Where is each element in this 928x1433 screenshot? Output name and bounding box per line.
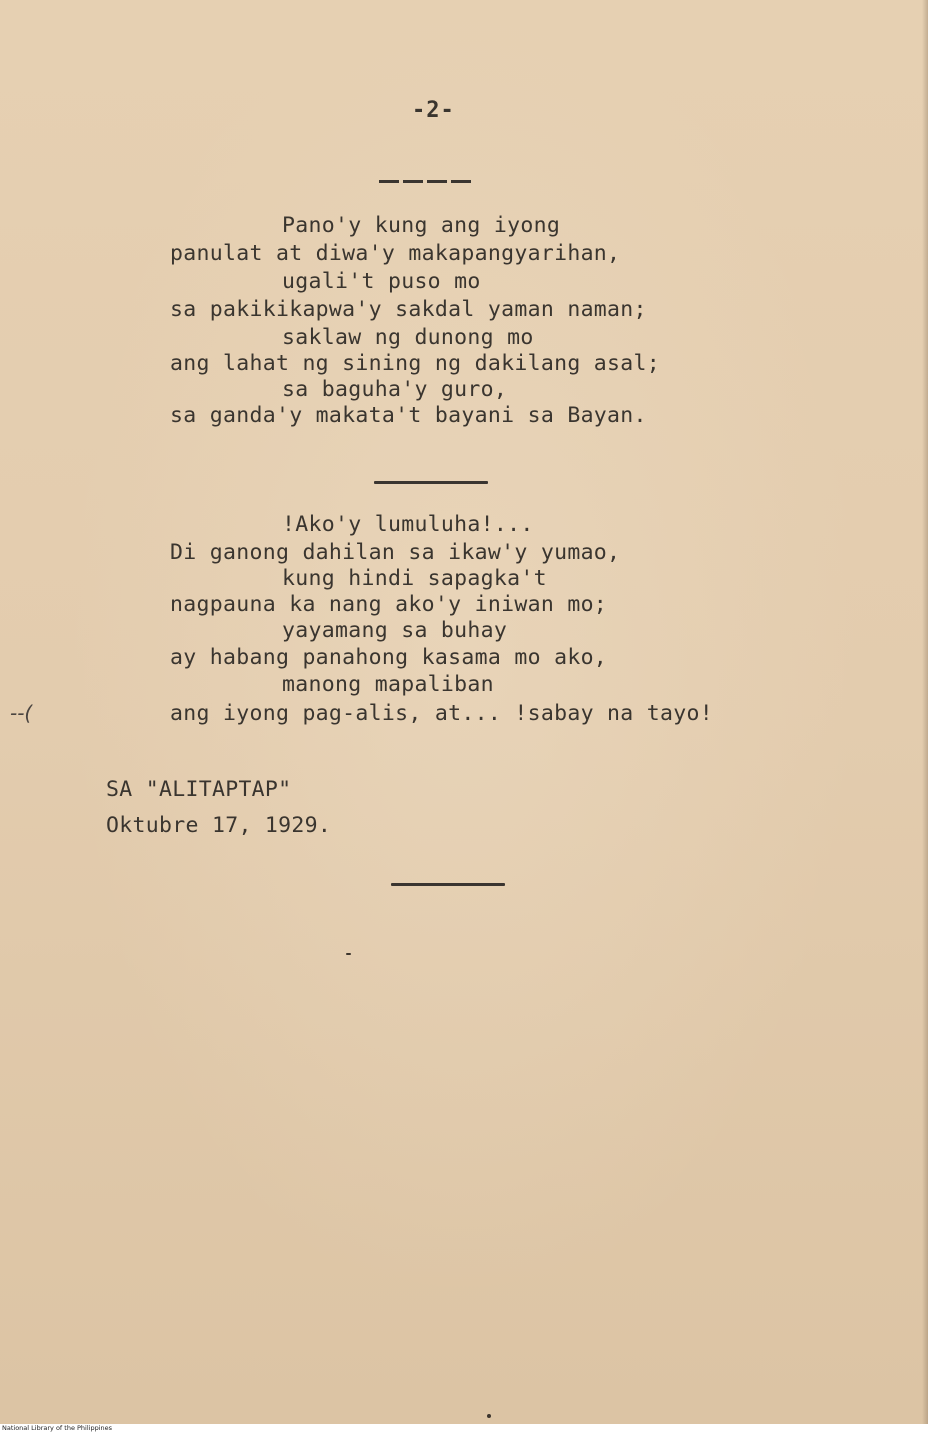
ink-speck [487, 1414, 491, 1418]
poem-line: ay habang panahong kasama mo ako, [170, 645, 608, 670]
poem-line: ang iyong pag-alis, at... !sabay na tayo! [170, 701, 714, 726]
poem-line: !Ako'y lumuluha!... [282, 512, 534, 537]
margin-annotation: --( [10, 701, 33, 725]
publication-name: SA "ALITAPTAP" [106, 777, 292, 802]
poem-line: ang lahat ng sining ng dakilang asal; [170, 351, 661, 376]
poem-line: sa baguha'y guro, [282, 377, 508, 402]
footer-credit: National Library of the Philippines [2, 1424, 113, 1432]
poem-line: panulat at diwa'y makapangyarihan, [170, 241, 621, 266]
poem-line: manong mapaliban [282, 672, 494, 697]
poem-line: saklaw ng dunong mo [282, 325, 534, 350]
poem-line: nagpauna ka nang ako'y iniwan mo; [170, 592, 608, 617]
poem-line: kung hindi sapagka't [282, 566, 547, 591]
poem-line: Di ganong dahilan sa ikaw'y yumao, [170, 540, 621, 565]
poem-line: yayamang sa buhay [282, 618, 508, 643]
divider-rule [374, 481, 488, 484]
footer-bar [0, 1424, 928, 1433]
poem-line: Pano'y kung ang iyong [282, 213, 561, 238]
poem-line: sa pakikikapwa'y sakdal yaman naman; [170, 297, 647, 322]
dashed-divider [379, 180, 475, 183]
poem-line: sa ganda'y makata't bayani sa Bayan. [170, 403, 647, 428]
closing-rule [391, 883, 505, 886]
page-number: -2- [412, 98, 455, 123]
ink-speck [346, 953, 351, 955]
publication-date: Oktubre 17, 1929. [106, 813, 332, 838]
poem-line: ugali't puso mo [282, 269, 481, 294]
